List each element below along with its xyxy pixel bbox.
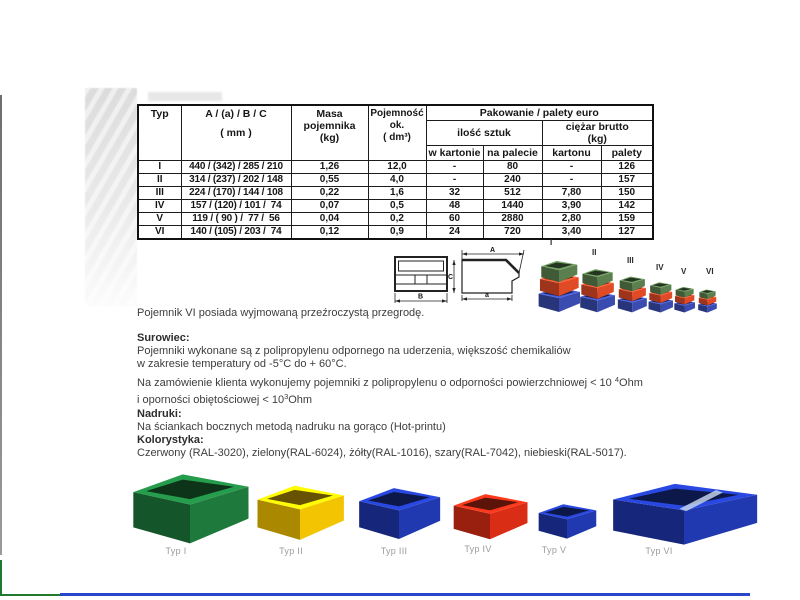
scan-edge-left-gray [0,95,2,555]
stack-label: III [627,256,634,265]
stack-label: I [550,238,553,247]
stack-label: VI [706,267,714,276]
table-cell: 0,12 [291,225,368,239]
table-header-row-1 [138,105,653,120]
resistance-line1-sup: 4 [614,375,620,385]
surowiec-heading: Surowiec: [137,332,190,345]
dim-label-b: B [418,293,424,301]
nadruki-heading: Nadruki: [137,407,182,420]
table-cell: 0,55 [291,173,368,186]
stack-label: V [681,267,687,276]
resistance-line2-text: i oporności obiętościowej < 10 [137,394,285,407]
dim-label-a-outer: A [490,247,496,254]
table-cell: IV [138,199,181,212]
col-header-kartonu: kartonu [542,145,601,160]
dim-label-c: C [448,274,454,281]
intro-line: Pojemnik VI posiada wyjmowaną przeźroczystą przegrodę. [137,307,425,319]
resistance-line2-unit: Ohm [288,394,313,407]
stack-label: II [592,248,597,257]
product-label: Typ I [165,546,187,556]
table-cell: 240 [483,173,542,186]
scan-smudge [148,92,222,101]
col-header-masa [291,105,368,160]
nadruki-line: Na ściankach bocznych metodą nadruku na gorąco (Hot-printu) [137,420,446,433]
table-cell: 7,80 [542,186,601,199]
col-header-pojemnosc [368,105,426,160]
pojemnosc-line1: Pojemność [370,108,424,119]
col-header-ciezar-brutto [542,120,653,145]
kolorystyka-line: Czerwony (RAL-3020), zielony(RAL-6024), żółty(RAL-1016), szary(RAL-7042), niebieski(RAL-5017). [137,446,627,459]
table-cell: 224 / (170) / 144 / 108 [181,186,291,199]
product-photo-typ-i [126,462,254,546]
spec-row [138,173,653,186]
table-cell: 4,0 [368,173,426,186]
scan-edge-left-green [0,560,2,596]
scan-shadow [85,88,137,306]
product-label: Typ II [279,546,303,556]
col-header-dims [181,105,291,160]
col-header-na-palecie: na palecie [483,145,542,160]
table-cell: 150 [601,186,653,199]
product-photo-typ-iv [449,486,531,541]
table-cell: 12,0 [368,160,426,173]
table-cell: 1,26 [291,160,368,173]
spacer [182,120,291,127]
dim-label-a-inner: a [485,292,489,299]
resistance-line1-text: Na zamówienie klienta wykonujemy pojemniki z polipropylenu o odporności powierzchniowej < 10 [137,377,615,390]
table-cell: 119 / ( 90 ) / 77 / 56 [181,212,291,225]
product-label: Typ VI [645,546,673,556]
table-cell: II [138,173,181,186]
resistance-line1-unit: Ohm [619,377,643,390]
table-cell: 0,22 [291,186,368,199]
table-cell: 3,90 [542,199,601,212]
col-header-w-kartonie: w kartonie [426,145,483,160]
spec-row [138,199,653,212]
side-view-drawing [448,244,528,304]
table-cell: 48 [426,199,483,212]
table-cell: 1440 [483,199,542,212]
table-cell: 512 [483,186,542,199]
table-cell: 2880 [483,212,542,225]
table-cell: - [542,160,601,173]
product-label: Typ V [541,545,567,555]
table-cell: 142 [601,199,653,212]
col-header-palety: palety [601,145,653,160]
table-cell: 720 [483,225,542,239]
table-cell: 0,5 [368,199,426,212]
product-photo-typ-ii [252,476,348,542]
table-cell: - [426,160,483,173]
surowiec-line2: w zakresie temperatury od -5°C do + 60°C. [137,358,347,371]
col-header-pakowanie: Pakowanie / palety euro [426,105,653,120]
table-cell: 1,6 [368,186,426,199]
stacked-bins-svg [534,236,748,314]
spec-table [137,104,654,240]
product-label: Typ IV [464,544,492,554]
description-text [137,307,737,460]
resistance-line1 [137,373,737,390]
table-cell: V [138,212,181,225]
spacer [137,320,737,332]
table-cell: III [138,186,181,199]
table-cell: 140 / (105) / 203 / 74 [181,225,291,239]
spec-row [138,212,653,225]
table-cell: 0,2 [368,212,426,225]
table-cell: 80 [483,160,542,173]
product-photo-typ-v [535,498,599,540]
col-header-typ: Typ [138,105,181,160]
kolorystyka-heading: Kolorystyka: [137,433,204,446]
product-photo-typ-vi [604,473,764,547]
table-cell: - [426,173,483,186]
resistance-line2-sup: 3 [284,392,289,402]
dims-title: A / (a) / B / C [205,108,267,120]
stack-label: IV [656,263,664,272]
table-cell: VI [138,225,181,239]
table-cell: 0,9 [368,225,426,239]
table-cell: 127 [601,225,653,239]
spec-row [138,160,653,173]
table-cell: I [138,160,181,173]
resistance-line2 [137,390,737,407]
table-cell: 0,07 [291,199,368,212]
table-cell: 3,40 [542,225,601,239]
spec-row [138,186,653,199]
surowiec-line1: Pojemniki wykonane są z polipropylenu odpornego na uderzenia, większość chemikaliów [137,345,571,358]
pojemnosc-line2: ok. [389,120,405,131]
col-header-ilosc-sztuk: ilość sztuk [426,120,542,145]
table-cell: 157 / (120) / 101 / 74 [181,199,291,212]
table-cell: 24 [426,225,483,239]
table-cell: 32 [426,186,483,199]
product-photo-typ-iii [354,479,444,541]
scan-edge-bottom-blue [60,593,750,596]
masa-line2: pojemnika [303,120,356,132]
table-cell: 60 [426,212,483,225]
masa-line3: (kg) [319,132,340,144]
pojemnosc-line3: ( dm³) [383,132,411,143]
table-cell: 314 / (237) / 202 / 148 [181,173,291,186]
scan-edge-bottom-green [0,594,62,596]
table-cell: 440 / (342) / 285 / 210 [181,160,291,173]
table-cell: - [542,173,601,186]
stacked-bins-image [534,236,748,314]
masa-line1: Masa [316,108,343,120]
table-cell: 0,04 [291,212,368,225]
table-cell: 2,80 [542,212,601,225]
product-label: Typ III [380,546,408,556]
table-cell: 126 [601,160,653,173]
table-cell: 157 [601,173,653,186]
ciezar-line1: ciężar brutto [565,120,629,133]
dims-unit: ( mm ) [220,127,252,139]
ciezar-line2: (kg) [587,132,607,145]
table-cell: 159 [601,212,653,225]
front-view-drawing [392,254,450,308]
